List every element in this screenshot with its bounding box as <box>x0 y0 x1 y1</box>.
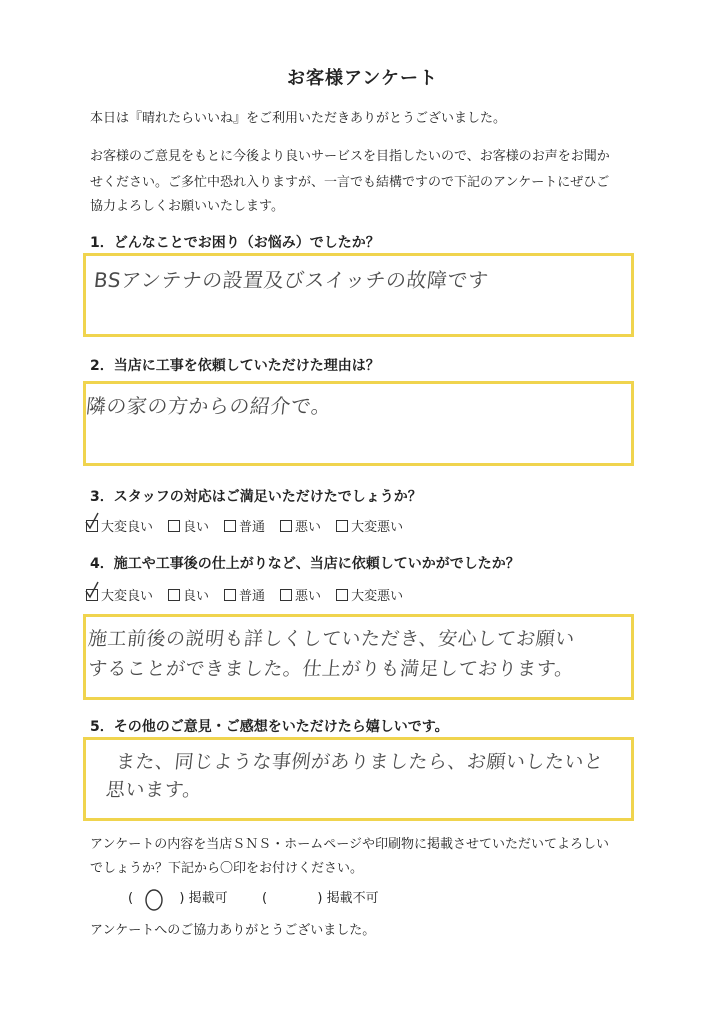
q4-option-label: 大変悪い <box>351 589 404 604</box>
closing-message: アンケートへのご協力ありがとうございました。 <box>90 923 376 938</box>
publish-line-2: でしょうか？下記から〇印をお付けください。 <box>90 861 364 876</box>
q3-option-normal[interactable] <box>224 516 265 535</box>
q3-checkbox-good[interactable] <box>168 520 180 532</box>
q3-option-very-bad[interactable] <box>336 516 403 535</box>
question-2-answer: 隣の家の方からの紹介で。 <box>84 394 333 418</box>
question-5-answer-box[interactable] <box>83 737 634 821</box>
q3-checkbox-normal[interactable] <box>224 520 236 532</box>
q4-option-bad[interactable] <box>280 585 321 604</box>
q4-option-label: 普通 <box>239 589 266 604</box>
q3-checkbox-very-good[interactable] <box>86 520 98 532</box>
q4-checkbox-good[interactable] <box>168 589 180 601</box>
open-paren: ( <box>128 891 134 906</box>
q3-option-label: 大変悪い <box>351 520 404 535</box>
q3-checkbox-bad[interactable] <box>280 520 292 532</box>
open-paren: ( <box>262 891 268 906</box>
q4-checkbox-very-bad[interactable] <box>336 589 348 601</box>
close-paren: ) <box>179 891 185 906</box>
publish-line-1: アンケートの内容を当店ＳＮＳ・ホームページや印刷物に掲載させていただいてよろしい <box>90 837 609 852</box>
publish-allow-option[interactable] <box>128 887 228 906</box>
q4-checkbox-normal[interactable] <box>224 589 236 601</box>
checkmark-icon <box>85 581 99 599</box>
q3-option-label: 良い <box>183 520 210 535</box>
intro-line-3: せください。ご多忙中恐れ入りますが、一言でも結構ですので下記のアンケートにぜひご <box>90 175 610 190</box>
q3-option-very-good[interactable] <box>86 516 153 535</box>
intro-line-2: お客様のご意見をもとに今後より良いサービスを目指したいので、お客様のお声をお聞か <box>90 149 610 164</box>
publish-deny-label: 掲載不可 <box>326 891 379 906</box>
question-4-answer-line-2: することができました。仕上がりも満足しております。 <box>86 658 576 680</box>
q4-option-very-good[interactable] <box>86 585 153 604</box>
question-1-answer-box[interactable] <box>83 253 634 337</box>
q3-option-label: 悪い <box>295 520 322 535</box>
q3-option-bad[interactable] <box>280 516 321 535</box>
q3-option-label: 普通 <box>239 520 266 535</box>
q4-checkbox-very-good[interactable] <box>86 589 98 601</box>
q3-option-good[interactable] <box>168 516 209 535</box>
intro-line-1: 本日は『晴れたらいいね』をご利用いただきありがとうございました。 <box>90 111 507 126</box>
publish-deny-option[interactable] <box>262 887 379 906</box>
question-4-label: 4．施工や工事後の仕上がりなど、当店に依頼していかがでしたか？ <box>90 556 520 572</box>
question-2-label: 2．当店に工事を依頼していただけた理由は？ <box>90 358 380 374</box>
question-1-label: 1．どんなことでお困り（お悩み）でしたか？ <box>90 235 380 251</box>
question-4-answer-box[interactable] <box>83 614 634 700</box>
question-4-options <box>86 585 403 604</box>
question-2-answer-box[interactable] <box>83 381 634 466</box>
question-1-answer: BSアンテナの設置及びスイッチの故障です <box>92 268 490 292</box>
question-3-label: 3．スタッフの対応はご満足いただけたでしょうか？ <box>90 489 422 505</box>
q4-option-label: 良い <box>183 589 210 604</box>
q4-option-good[interactable] <box>168 585 209 604</box>
q4-option-normal[interactable] <box>224 585 265 604</box>
close-paren: ) <box>317 891 323 906</box>
question-5-answer-line-2: 思います。 <box>104 779 204 801</box>
checkmark-icon <box>85 512 99 530</box>
q4-checkbox-bad[interactable] <box>280 589 292 601</box>
question-5-label: 5．その他のご意見・ご感想をいただけたら嬉しいです。 <box>90 719 449 735</box>
q4-option-label: 大変良い <box>101 589 154 604</box>
question-3-options <box>86 516 403 535</box>
publish-allow-label: 掲載可 <box>188 891 228 906</box>
q3-option-label: 大変良い <box>101 520 154 535</box>
q3-checkbox-very-bad[interactable] <box>336 520 348 532</box>
intro-line-4: 協力よろしくお願いいたします。 <box>90 199 284 214</box>
circle-mark-icon <box>143 888 165 912</box>
question-4-answer-line-1: 施工前後の説明も詳しくしていただき、安心してお願い <box>86 628 576 650</box>
page-title: お客様アンケート <box>287 68 438 89</box>
q4-option-very-bad[interactable] <box>336 585 403 604</box>
q4-option-label: 悪い <box>295 589 322 604</box>
question-5-answer-line-1: また、同じような事例がありましたら、お願いしたいと <box>114 751 605 773</box>
